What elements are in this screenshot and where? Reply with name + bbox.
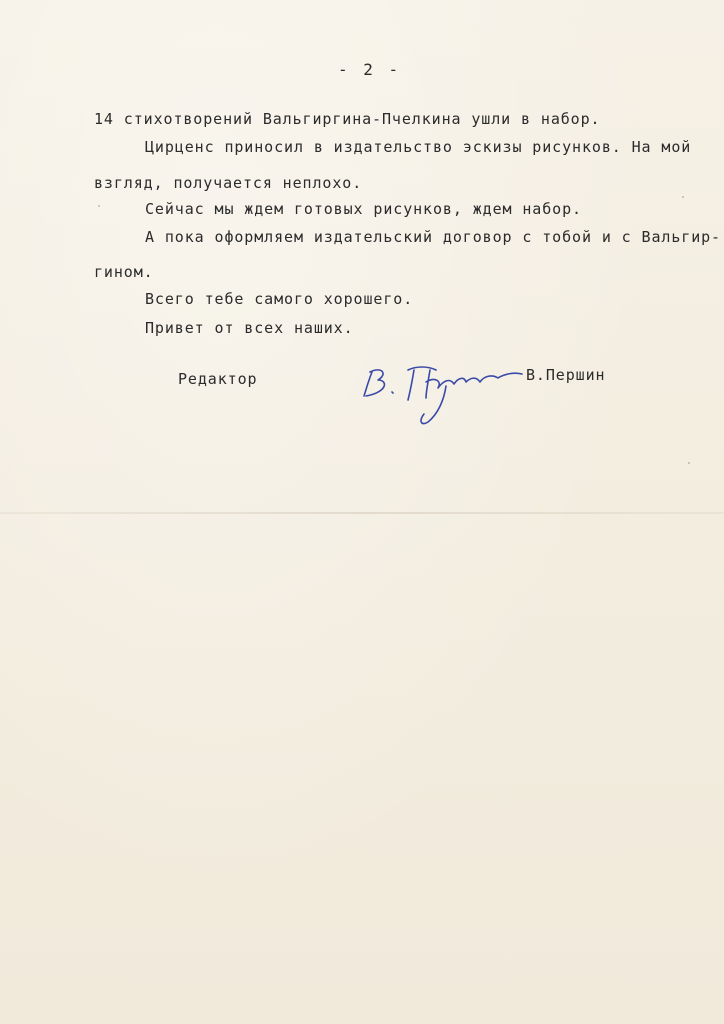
- handwritten-signature: [358, 352, 528, 432]
- paper-speck: [682, 196, 684, 198]
- paper-fold-line: [0, 512, 724, 514]
- body-line: 14 стихотворений Вальгиргина-Пчелкина ушли в набор.: [94, 110, 601, 128]
- signer-role: Редактор: [178, 370, 258, 388]
- paper-speck: [688, 462, 690, 464]
- body-line: Цирценс приносил в издательство эскизы рисунков. На мой: [145, 138, 692, 156]
- signer-name: В.Першин: [526, 366, 606, 384]
- body-line: Сейчас мы ждем готовых рисунков, ждем набор.: [145, 200, 582, 218]
- body-line: Привет от всех наших.: [145, 319, 354, 337]
- body-line: взгляд, получается неплохо.: [94, 174, 363, 192]
- page-number: - 2 -: [338, 60, 402, 79]
- body-line: Всего тебе самого хорошего.: [145, 290, 414, 308]
- body-line: А пока оформляем издательский договор с тобой и с Вальгир-: [145, 228, 721, 246]
- body-line: гином.: [94, 263, 154, 281]
- paper-speck: [98, 205, 100, 207]
